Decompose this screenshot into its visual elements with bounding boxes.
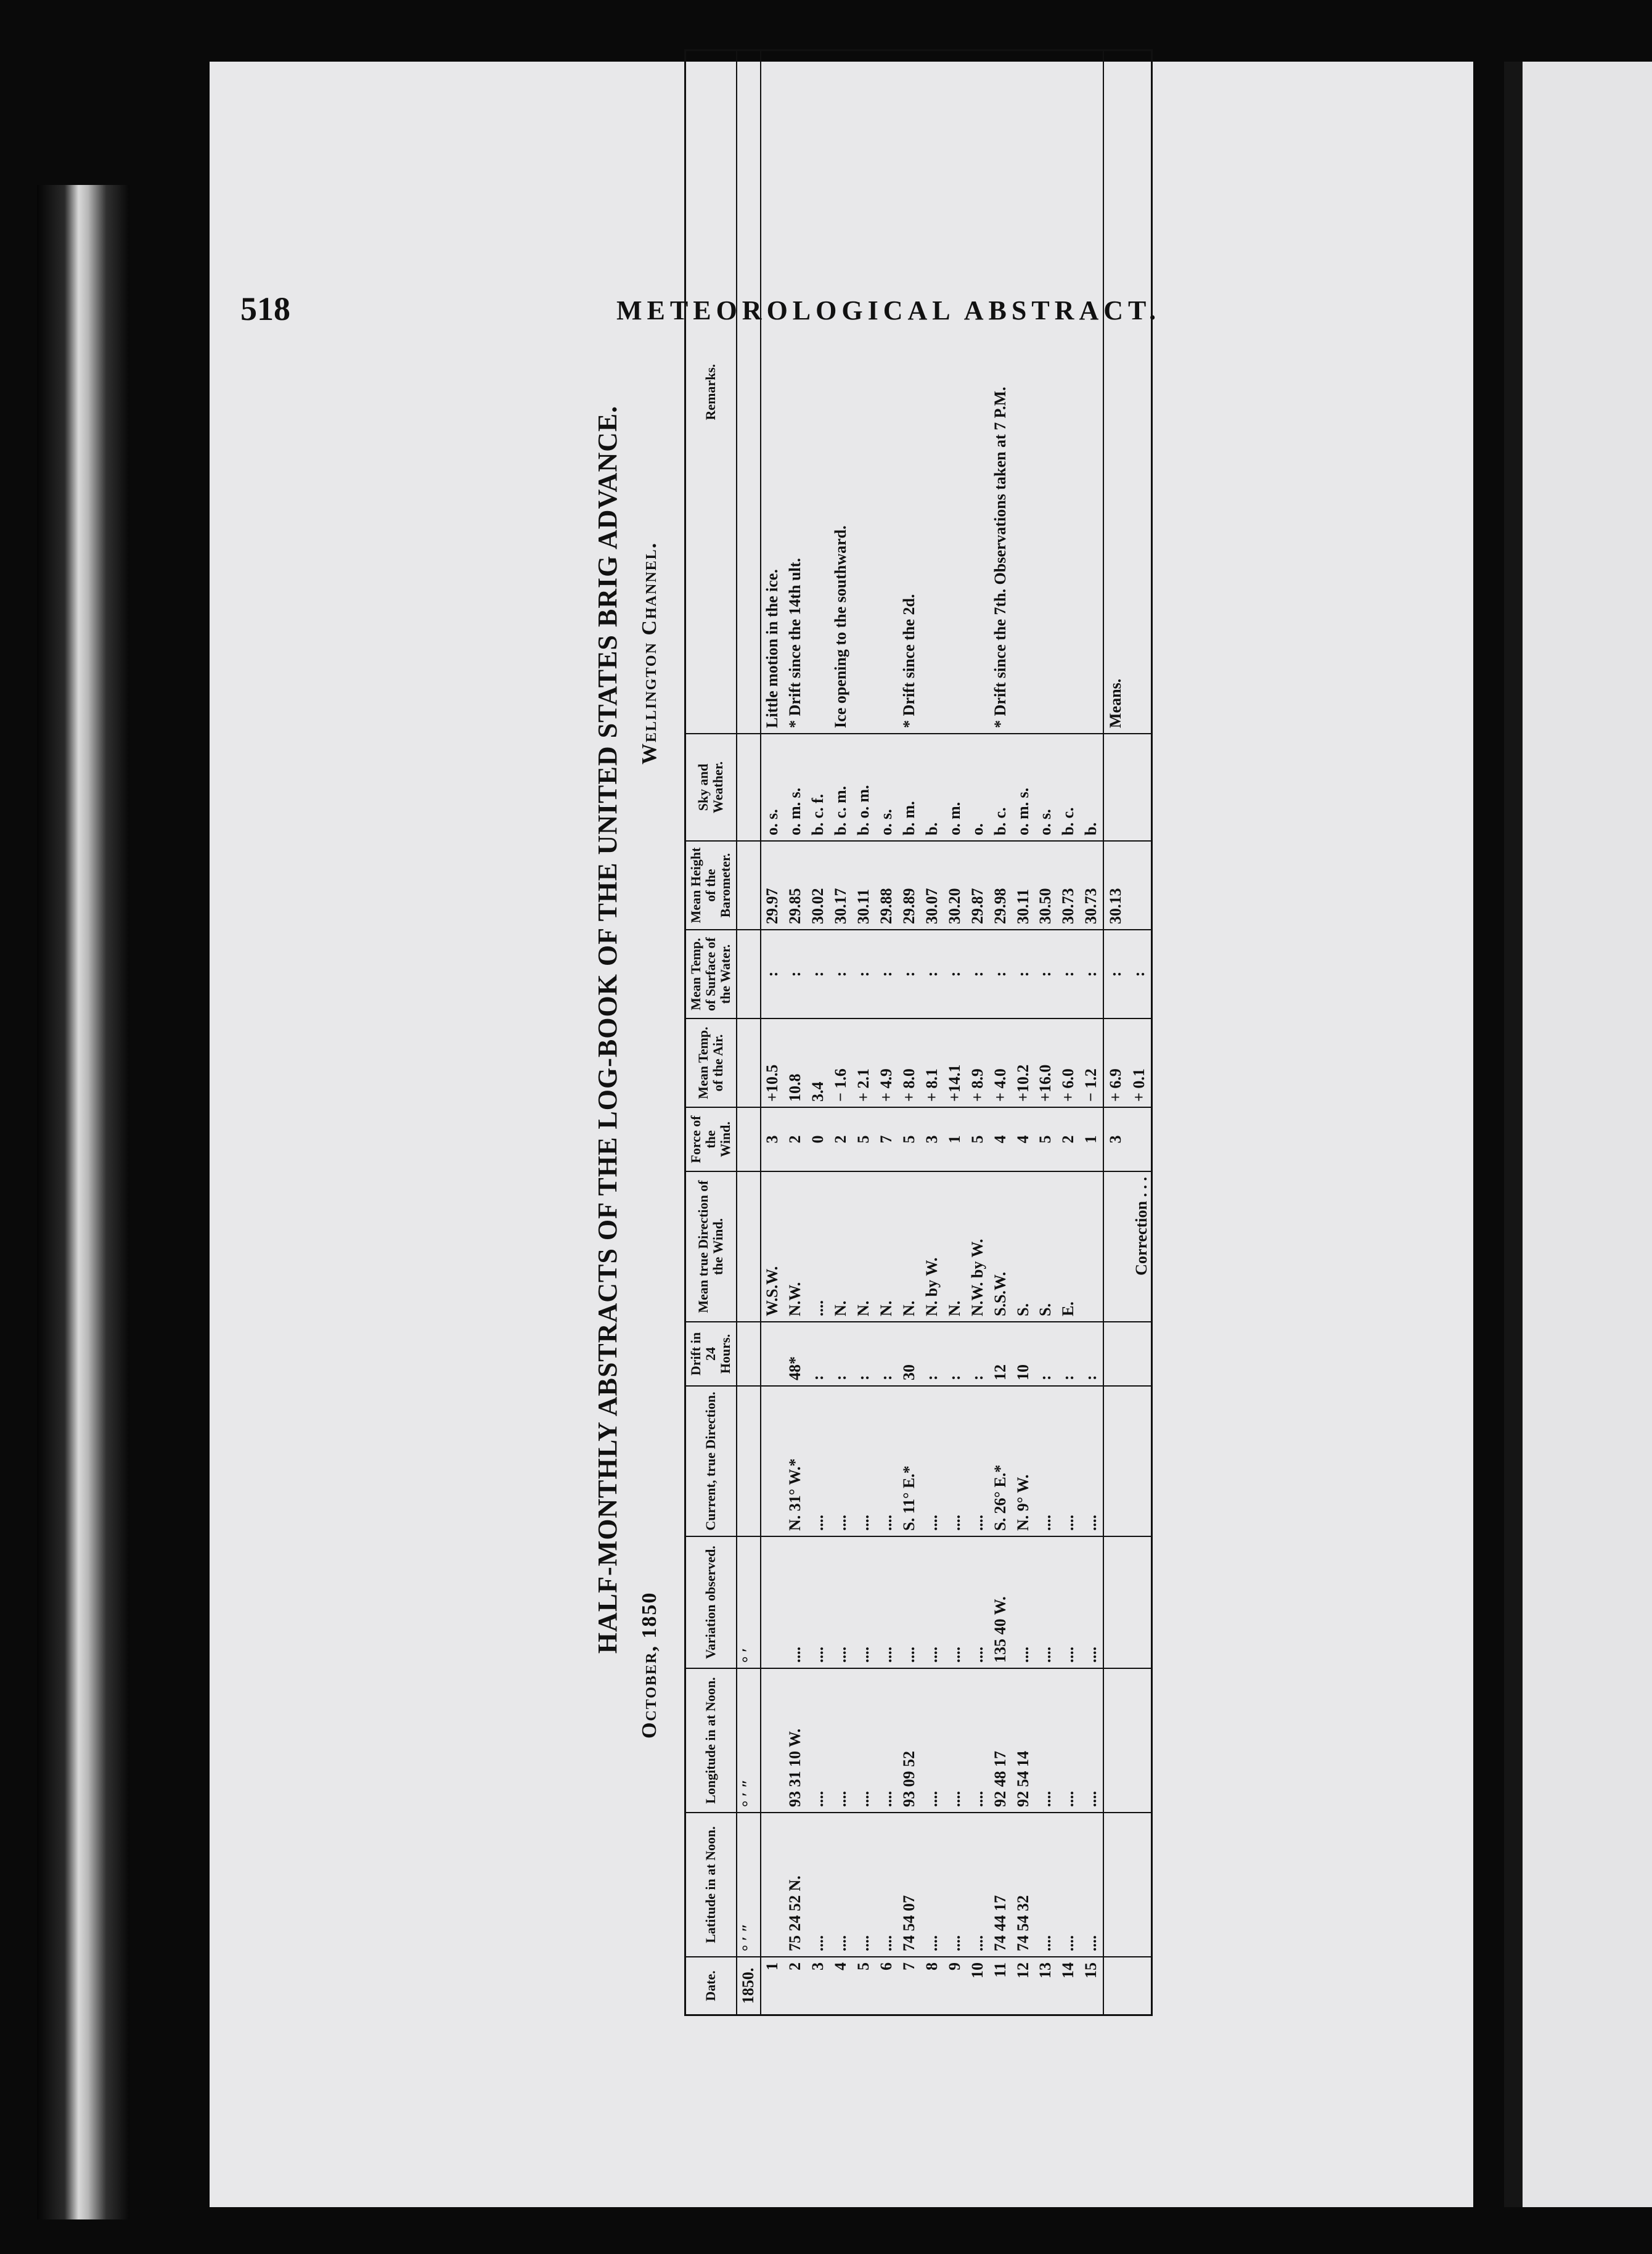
- header-longitude: Longitude in at Noon.: [685, 1668, 737, 1813]
- longitude-cell: ....: [1080, 1668, 1103, 1813]
- longitude-cell: [761, 1668, 784, 1813]
- air-temp-cell: +10.5: [761, 1018, 784, 1107]
- table-row: [943, 51, 966, 2015]
- barometer-cell: 30.07: [920, 841, 943, 930]
- remarks-cell: * Drift since the 14th ult.: [784, 51, 807, 734]
- date-cell: 5: [852, 1957, 875, 2015]
- header-latitude: Latitude in at Noon.: [685, 1813, 737, 1957]
- drift-cell: :: [1080, 1322, 1103, 1386]
- barometer-cell: 29.88: [875, 841, 898, 930]
- latitude-cell: 74 44 17: [989, 1813, 1012, 1957]
- facing-page: [1504, 62, 1652, 2207]
- current-cell: S. 26° E.*: [989, 1386, 1012, 1536]
- means-air: + 6.9: [1103, 1018, 1128, 1107]
- wind-force-cell: 1: [1080, 1107, 1103, 1171]
- current-cell: ....: [806, 1386, 829, 1536]
- wind-force-cell: 7: [875, 1107, 898, 1171]
- drift-cell: :: [1034, 1322, 1057, 1386]
- barometer-cell: 30.11: [852, 841, 875, 930]
- longitude-cell: ....: [875, 1668, 898, 1813]
- barometer-cell: 29.87: [966, 841, 989, 930]
- wind-direction-cell: N.: [943, 1171, 966, 1322]
- date-cell: 3: [806, 1957, 829, 2015]
- variation-cell: ....: [920, 1536, 943, 1668]
- longitude-cell: 92 48 17: [989, 1668, 1012, 1813]
- header-date: Date.: [685, 1957, 737, 2015]
- header-remarks: Remarks.: [685, 51, 737, 734]
- barometer-cell: 30.20: [943, 841, 966, 930]
- sky-cell: o. m.: [943, 734, 966, 841]
- air-temp-cell: + 2.1: [852, 1018, 875, 1107]
- date-cell: 13: [1034, 1957, 1057, 2015]
- sky-cell: b. c. m.: [829, 734, 852, 841]
- drift-cell: :: [966, 1322, 989, 1386]
- date-cell: 6: [875, 1957, 898, 2015]
- water-temp-cell: :: [784, 930, 807, 1018]
- water-temp-cell: :: [761, 930, 784, 1018]
- header-variation: Variation observed.: [685, 1536, 737, 1668]
- variation-cell: ....: [898, 1536, 920, 1668]
- wind-force-cell: 4: [1012, 1107, 1034, 1171]
- table-row: [784, 51, 807, 2015]
- drift-cell: 30: [898, 1322, 920, 1386]
- current-cell: ....: [1034, 1386, 1057, 1536]
- date-cell: 14: [1057, 1957, 1080, 2015]
- current-cell: N. 9° W.: [1012, 1386, 1034, 1536]
- latitude-cell: ....: [829, 1813, 852, 1957]
- wind-force-cell: 5: [1034, 1107, 1057, 1171]
- variation-cell: 135 40 W.: [989, 1536, 1012, 1668]
- log-table: [684, 49, 1153, 2016]
- longitude-cell: ....: [920, 1668, 943, 1813]
- air-temp-cell: +10.2: [1012, 1018, 1034, 1107]
- date-cell: 4: [829, 1957, 852, 2015]
- drift-cell: :: [1057, 1322, 1080, 1386]
- longitude-cell: 93 09 52: [898, 1668, 920, 1813]
- wind-direction-cell: N.W. by W.: [966, 1171, 989, 1322]
- means-label: Means.: [1103, 51, 1128, 734]
- barometer-cell: 30.02: [806, 841, 829, 930]
- longitude-cell: ....: [852, 1668, 875, 1813]
- current-cell: ....: [852, 1386, 875, 1536]
- wind-force-cell: 2: [1057, 1107, 1080, 1171]
- wind-force-cell: 3: [920, 1107, 943, 1171]
- wind-direction-cell: S.: [1012, 1171, 1034, 1322]
- variation-cell: [761, 1536, 784, 1668]
- wind-force-cell: 5: [966, 1107, 989, 1171]
- date-cell: 9: [943, 1957, 966, 2015]
- latitude-cell: ....: [875, 1813, 898, 1957]
- current-cell: ....: [875, 1386, 898, 1536]
- longitude-cell: ....: [806, 1668, 829, 1813]
- correction-row: [1128, 51, 1152, 2015]
- wind-direction-cell: N.: [875, 1171, 898, 1322]
- barometer-cell: 30.17: [829, 841, 852, 930]
- current-cell: ....: [966, 1386, 989, 1536]
- variation-cell: ....: [1034, 1536, 1057, 1668]
- header-drift: Drift in 24 Hours.: [685, 1322, 737, 1386]
- air-temp-cell: 10.8: [784, 1018, 807, 1107]
- air-temp-cell: + 6.0: [1057, 1018, 1080, 1107]
- variation-cell: ....: [806, 1536, 829, 1668]
- drift-cell: 12: [989, 1322, 1012, 1386]
- header-wind-direction: Mean true Direction of the Wind.: [685, 1171, 737, 1322]
- remarks-cell: [1034, 51, 1057, 734]
- header-barometer: Mean Height of the Barometer.: [685, 841, 737, 930]
- wind-force-cell: 1: [943, 1107, 966, 1171]
- air-temp-cell: + 8.9: [966, 1018, 989, 1107]
- remarks-cell: Little motion in the ice.: [761, 51, 784, 734]
- barometer-cell: 30.11: [1012, 841, 1034, 930]
- correction-label: Correction . . .: [1103, 1171, 1152, 1322]
- wind-direction-cell: S.: [1034, 1171, 1057, 1322]
- current-cell: ....: [1080, 1386, 1103, 1536]
- units-row: [737, 51, 761, 2015]
- header-sky: Sky and Weather.: [685, 734, 737, 841]
- table-row: [806, 51, 829, 2015]
- water-temp-cell: :: [943, 930, 966, 1018]
- table-row: [852, 51, 875, 2015]
- water-temp-cell: :: [1012, 930, 1034, 1018]
- date-cell: 15: [1080, 1957, 1103, 2015]
- header-water-temp: Mean Temp. of Surface of the Water.: [685, 930, 737, 1018]
- date-cell: 1: [761, 1957, 784, 2015]
- date-cell: 11: [989, 1957, 1012, 2015]
- barometer-cell: 30.73: [1057, 841, 1080, 930]
- variation-cell: ....: [966, 1536, 989, 1668]
- barometer-cell: 29.89: [898, 841, 920, 930]
- wind-direction-cell: N.: [852, 1171, 875, 1322]
- latitude-cell: ....: [806, 1813, 829, 1957]
- sky-cell: b. c.: [989, 734, 1012, 841]
- table-row: [966, 51, 989, 2015]
- air-temp-cell: +14.1: [943, 1018, 966, 1107]
- water-temp-cell: :: [806, 930, 829, 1018]
- table-row: [1012, 51, 1034, 2015]
- wind-direction-cell: N. by W.: [920, 1171, 943, 1322]
- sky-cell: o. m. s.: [1012, 734, 1034, 841]
- variation-cell: ....: [829, 1536, 852, 1668]
- latitude-cell: 74 54 07: [898, 1813, 920, 1957]
- wind-direction-cell: N.: [898, 1171, 920, 1322]
- unit-date: 1850.: [737, 1957, 761, 2015]
- air-temp-cell: 3.4: [806, 1018, 829, 1107]
- running-head: METEOROLOGICAL ABSTRACT.: [616, 295, 1161, 326]
- latitude-cell: 75 24 52 N.: [784, 1813, 807, 1957]
- remarks-cell: [1012, 51, 1034, 734]
- wind-force-cell: 0: [806, 1107, 829, 1171]
- sky-cell: o. s.: [875, 734, 898, 841]
- sky-cell: o. s.: [1034, 734, 1057, 841]
- longitude-cell: ....: [1034, 1668, 1057, 1813]
- wind-force-cell: 4: [989, 1107, 1012, 1171]
- correction-water: :: [1128, 930, 1152, 1018]
- means-row: [1103, 51, 1128, 2015]
- longitude-cell: ....: [829, 1668, 852, 1813]
- water-temp-cell: :: [1034, 930, 1057, 1018]
- drift-cell: :: [852, 1322, 875, 1386]
- remarks-cell: [806, 51, 829, 734]
- wind-force-cell: 5: [898, 1107, 920, 1171]
- sky-cell: o. m. s.: [784, 734, 807, 841]
- means-force: 3: [1103, 1107, 1128, 1171]
- latitude-cell: 74 54 32: [1012, 1813, 1034, 1957]
- drift-cell: 48*: [784, 1322, 807, 1386]
- latitude-cell: ....: [852, 1813, 875, 1957]
- variation-cell: ....: [1012, 1536, 1034, 1668]
- water-temp-cell: :: [875, 930, 898, 1018]
- air-temp-cell: + 8.1: [920, 1018, 943, 1107]
- remarks-cell: [1080, 51, 1103, 734]
- table-row: [989, 51, 1012, 2015]
- variation-cell: ....: [1080, 1536, 1103, 1668]
- sky-cell: b.: [1080, 734, 1103, 841]
- current-cell: N. 31° W.*: [784, 1386, 807, 1536]
- latitude-cell: ....: [920, 1813, 943, 1957]
- remarks-cell: Ice opening to the southward.: [829, 51, 852, 734]
- header-wind-force: Force of the Wind.: [685, 1107, 737, 1171]
- current-cell: ....: [1057, 1386, 1080, 1536]
- longitude-cell: ....: [1057, 1668, 1080, 1813]
- table-row: [1034, 51, 1057, 2015]
- variation-cell: ....: [943, 1536, 966, 1668]
- sky-cell: b.: [920, 734, 943, 841]
- latitude-cell: ....: [1080, 1813, 1103, 1957]
- variation-cell: ....: [784, 1536, 807, 1668]
- page-number: 518: [240, 290, 290, 327]
- water-temp-cell: :: [1080, 930, 1103, 1018]
- current-cell: [761, 1386, 784, 1536]
- latitude-cell: [761, 1813, 784, 1957]
- table-row: [761, 51, 784, 2015]
- remarks-cell: * Drift since the 7th. Observations taken at 7 P.M.: [989, 51, 1012, 734]
- means-water: :: [1103, 930, 1128, 1018]
- drift-cell: 10: [1012, 1322, 1034, 1386]
- date-cell: 12: [1012, 1957, 1034, 2015]
- air-temp-cell: + 4.0: [989, 1018, 1012, 1107]
- remarks-cell: [943, 51, 966, 734]
- header-current: Current, true Direction.: [685, 1386, 737, 1536]
- location-subtitle: Wellington Channel.: [638, 541, 661, 764]
- sky-cell: b. c.: [1057, 734, 1080, 841]
- wind-direction-cell: N.: [829, 1171, 852, 1322]
- drift-cell: :: [829, 1322, 852, 1386]
- latitude-cell: ....: [966, 1813, 989, 1957]
- latitude-cell: ....: [943, 1813, 966, 1957]
- sky-cell: b. o. m.: [852, 734, 875, 841]
- barometer-cell: 29.97: [761, 841, 784, 930]
- water-temp-cell: :: [989, 930, 1012, 1018]
- wind-direction-cell: [1080, 1171, 1103, 1322]
- longitude-cell: ....: [943, 1668, 966, 1813]
- remarks-cell: [920, 51, 943, 734]
- air-temp-cell: +16.0: [1034, 1018, 1057, 1107]
- barometer-cell: 29.85: [784, 841, 807, 930]
- water-temp-cell: :: [829, 930, 852, 1018]
- remarks-cell: [875, 51, 898, 734]
- remarks-cell: [1057, 51, 1080, 734]
- table-title: HALF-MONTHLY ABSTRACTS OF THE LOG-BOOK OF THE UNITED STATES BRIG ADVANCE.: [592, 405, 623, 1654]
- table-row: [875, 51, 898, 2015]
- table-row: [1057, 51, 1080, 2015]
- remarks-cell: [966, 51, 989, 734]
- table-row: [920, 51, 943, 2015]
- water-temp-cell: :: [852, 930, 875, 1018]
- variation-cell: ....: [852, 1536, 875, 1668]
- remarks-cell: * Drift since the 2d.: [898, 51, 920, 734]
- sky-cell: b. c. f.: [806, 734, 829, 841]
- date-cell: 10: [966, 1957, 989, 2015]
- sky-cell: b. m.: [898, 734, 920, 841]
- current-cell: ....: [829, 1386, 852, 1536]
- latitude-cell: ....: [1034, 1813, 1057, 1957]
- date-cell: 8: [920, 1957, 943, 2015]
- unit-latitude: ° ′ ″: [737, 1813, 761, 1957]
- longitude-cell: 92 54 14: [1012, 1668, 1034, 1813]
- month-subtitle: October, 1850: [638, 1591, 661, 1739]
- drift-cell: [761, 1322, 784, 1386]
- wind-direction-cell: ....: [806, 1171, 829, 1322]
- barometer-cell: 30.73: [1080, 841, 1103, 930]
- wind-force-cell: 3: [761, 1107, 784, 1171]
- drift-cell: :: [806, 1322, 829, 1386]
- date-cell: 7: [898, 1957, 920, 2015]
- air-temp-cell: + 4.9: [875, 1018, 898, 1107]
- rotated-table-block: [592, 12, 1368, 2047]
- drift-cell: :: [875, 1322, 898, 1386]
- table-row: [829, 51, 852, 2015]
- air-temp-cell: + 8.0: [898, 1018, 920, 1107]
- book-spine: [37, 185, 129, 2219]
- barometer-cell: 29.98: [989, 841, 1012, 930]
- air-temp-cell: − 1.6: [829, 1018, 852, 1107]
- barometer-cell: 30.50: [1034, 841, 1057, 930]
- air-temp-cell: − 1.2: [1080, 1018, 1103, 1107]
- latitude-cell: ....: [1057, 1813, 1080, 1957]
- wind-direction-cell: E.: [1057, 1171, 1080, 1322]
- date-cell: 2: [784, 1957, 807, 2015]
- current-cell: ....: [920, 1386, 943, 1536]
- water-temp-cell: :: [1057, 930, 1080, 1018]
- variation-cell: ....: [875, 1536, 898, 1668]
- wind-force-cell: 2: [784, 1107, 807, 1171]
- table-row: [1080, 51, 1103, 2015]
- remarks-cell: [852, 51, 875, 734]
- unit-longitude: ° ′ ″: [737, 1668, 761, 1813]
- longitude-cell: ....: [966, 1668, 989, 1813]
- means-barometer: 30.13: [1103, 841, 1128, 930]
- unit-variation: ° ′: [737, 1536, 761, 1668]
- wind-direction-cell: W.S.W.: [761, 1171, 784, 1322]
- water-temp-cell: :: [920, 930, 943, 1018]
- correction-air: + 0.1: [1128, 1018, 1152, 1107]
- wind-direction-cell: N.W.: [784, 1171, 807, 1322]
- table-row: [898, 51, 920, 2015]
- water-temp-cell: :: [966, 930, 989, 1018]
- drift-cell: :: [920, 1322, 943, 1386]
- sky-cell: o. s.: [761, 734, 784, 841]
- longitude-cell: 93 31 10 W.: [784, 1668, 807, 1813]
- drift-cell: :: [943, 1322, 966, 1386]
- wind-force-cell: 5: [852, 1107, 875, 1171]
- water-temp-cell: :: [898, 930, 920, 1018]
- current-cell: S. 11° E.*: [898, 1386, 920, 1536]
- current-cell: ....: [943, 1386, 966, 1536]
- variation-cell: ....: [1057, 1536, 1080, 1668]
- header-air-temp: Mean Temp. of the Air.: [685, 1018, 737, 1107]
- wind-direction-cell: S.S.W.: [989, 1171, 1012, 1322]
- header-row: [685, 51, 737, 2015]
- wind-force-cell: 2: [829, 1107, 852, 1171]
- sky-cell: o.: [966, 734, 989, 841]
